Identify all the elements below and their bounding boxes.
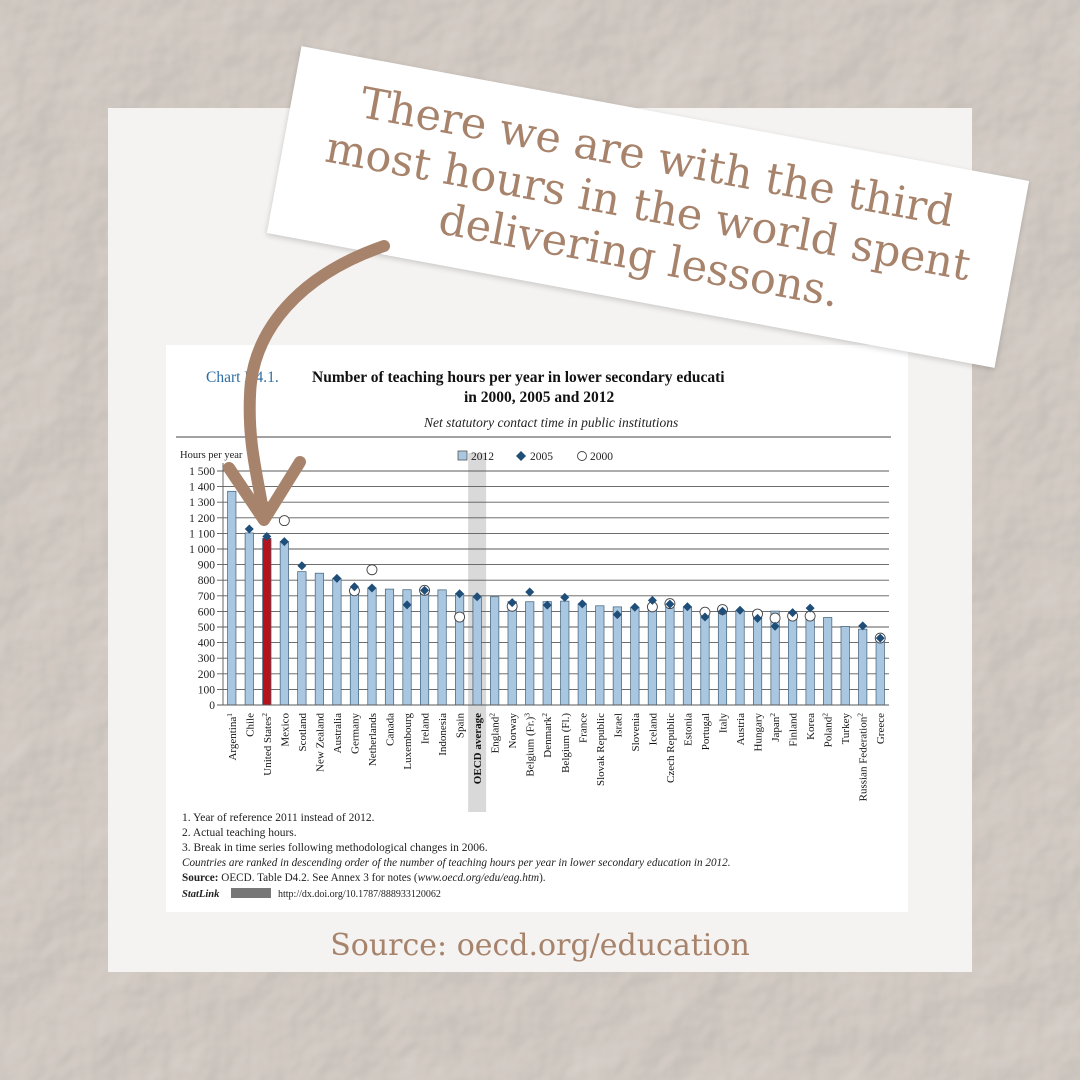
x-tick-label: Slovak Republic xyxy=(594,713,607,787)
y-tick-label: 0 xyxy=(209,700,215,712)
x-tick-footnote-mark: 2 xyxy=(768,713,778,717)
marker-2005 xyxy=(245,525,254,534)
footnote: 2. Actual teaching hours. xyxy=(182,827,297,839)
bar-2012 xyxy=(561,601,569,705)
y-tick-label: 100 xyxy=(197,684,215,697)
bar-2012 xyxy=(508,602,516,705)
x-tick-label: Belgium (Fl.) xyxy=(559,713,572,773)
legend-swatch-2012 xyxy=(458,451,467,460)
bar-2012 xyxy=(420,590,428,705)
y-tick-label: 1 100 xyxy=(189,528,215,541)
bar-2012 xyxy=(385,589,393,705)
x-tick-label: Spain xyxy=(454,713,467,739)
ranking-note: Countries are ranked in descending order of the number of teaching hours per year in lower secondary education in 2012. xyxy=(182,857,731,869)
x-tick-footnote-mark: 2 xyxy=(259,713,269,717)
x-tick-label: Chile xyxy=(244,713,257,737)
bar-2012 xyxy=(648,608,656,705)
bar-2012 xyxy=(490,597,498,705)
marker-2005 xyxy=(525,588,534,597)
x-tick-label: Israel xyxy=(612,713,625,738)
x-tick-label: OECD average xyxy=(472,713,485,785)
bar-2012 xyxy=(350,594,358,705)
bar-2012 xyxy=(438,590,446,705)
y-tick-label: 1 300 xyxy=(189,497,215,510)
bar-2012 xyxy=(788,613,796,705)
x-tick-label: United States$^2$ xyxy=(259,713,274,776)
bar-2012 xyxy=(455,594,463,705)
bar-2012 xyxy=(631,607,639,705)
marker-2005 xyxy=(297,561,306,570)
statlink-logo xyxy=(231,888,271,898)
bar-2012 xyxy=(298,572,306,705)
y-tick-label: 1 500 xyxy=(189,466,215,478)
x-tick-footnote-mark: 3 xyxy=(522,713,532,717)
y-tick-label: 600 xyxy=(197,606,215,619)
x-tick-label: Estonia xyxy=(682,713,695,746)
source-line-part: ). xyxy=(539,872,546,884)
bar-2012 xyxy=(543,602,551,705)
source-line xyxy=(182,872,546,884)
legend-marker-2005 xyxy=(516,451,526,461)
bar-2012 xyxy=(876,640,884,705)
x-tick-label: France xyxy=(577,713,590,743)
y-tick-label: 500 xyxy=(197,622,215,634)
y-tick-label: 800 xyxy=(197,575,215,588)
chart-subtitle: Net statutory contact time in public institutions xyxy=(424,415,679,430)
x-tick-label: Norway xyxy=(507,713,520,749)
bar-2012 xyxy=(701,611,709,705)
x-tick-footnote-mark: 2 xyxy=(820,713,830,717)
bar-2012 xyxy=(578,604,586,705)
bar-2012 xyxy=(718,609,726,705)
x-tick-label: Turkey xyxy=(840,713,853,745)
statlink-label: StatLink xyxy=(182,889,220,900)
y-tick-label: 400 xyxy=(197,637,215,650)
x-tick-label: Ireland xyxy=(419,713,432,745)
x-tick-label: Greece xyxy=(875,713,888,745)
x-tick-label: Scotland xyxy=(296,713,309,752)
bar-2012 xyxy=(315,573,323,705)
marker-2000 xyxy=(455,612,465,622)
bar-2012 xyxy=(596,606,604,705)
x-tick-footnote-mark: 1 xyxy=(224,713,234,717)
source-line-part: Source: xyxy=(182,872,219,884)
y-tick-label: 1 200 xyxy=(189,512,215,525)
bar-2012 xyxy=(473,597,481,705)
x-tick-label: Hungary xyxy=(752,713,765,752)
chart xyxy=(166,345,908,912)
legend-label-2012: 2012 xyxy=(471,451,494,463)
x-tick-footnote-mark: 2 xyxy=(487,713,497,717)
legend-label-2005: 2005 xyxy=(530,451,553,463)
x-tick-label: Germany xyxy=(349,713,362,754)
bar-2012 xyxy=(806,615,814,705)
x-tick-label: Luxembourg xyxy=(402,713,415,770)
marker-2000 xyxy=(367,565,377,575)
bar-2012 xyxy=(368,588,376,705)
x-tick-label: Finland xyxy=(787,713,800,747)
y-tick-label: 900 xyxy=(197,559,215,572)
chart-title-line-1: Number of teaching hours per year in lower secondary educati xyxy=(312,369,725,386)
source-line-part: OECD. Table D4.2. See Annex 3 for notes ( xyxy=(218,872,418,884)
x-tick-label: Belgium $(Fr.)^3$ xyxy=(522,713,537,777)
x-tick-label: Iceland xyxy=(647,713,660,746)
y-axis-title: Hours per year xyxy=(180,450,243,461)
x-tick-label: Slovenia xyxy=(629,713,642,752)
y-tick-label: 200 xyxy=(197,668,215,681)
marker-2000 xyxy=(279,516,289,526)
annotation-text: There we are with the third most hours in the world spent delivering lessons. xyxy=(321,78,975,318)
bar-2012 xyxy=(841,626,849,705)
x-tick-label: Denmark$^2$ xyxy=(540,713,555,758)
x-tick-label: Mexico xyxy=(279,713,292,747)
chart-title-line-2: in 2000, 2005 and 2012 xyxy=(464,389,615,406)
bar-2012 xyxy=(683,607,691,705)
x-tick-footnote-mark: 2 xyxy=(540,713,550,717)
bar-2012 xyxy=(333,578,341,705)
footnote: 3. Break in time series following methodological changes in 2006. xyxy=(182,842,488,854)
chart-label: Chart D4.1. xyxy=(206,369,279,386)
x-tick-label: Poland$^2$ xyxy=(820,713,835,748)
chart-panel xyxy=(166,345,908,912)
x-tick-label: Italy xyxy=(717,713,730,734)
x-tick-label: Australia xyxy=(331,713,344,754)
footnote: 1. Year of reference 2011 instead of 2012. xyxy=(182,812,375,824)
source-caption: Source: oecd.org/education xyxy=(330,928,750,963)
x-tick-label: Portugal xyxy=(699,713,712,751)
legend-label-2000: 2000 xyxy=(590,451,613,463)
x-tick-label: Netherlands xyxy=(366,713,379,767)
y-tick-label: 700 xyxy=(197,590,215,603)
x-tick-label: New Zealand xyxy=(314,713,327,772)
x-tick-label: England$^2$ xyxy=(487,713,502,754)
x-tick-label: Czech Republic xyxy=(664,713,677,783)
statlink-url: http://dx.doi.org/10.1787/888933120062 xyxy=(278,889,441,900)
marker-2005 xyxy=(560,593,569,602)
x-tick-label: Indonesia xyxy=(437,713,450,756)
x-tick-label: Austria xyxy=(735,713,748,746)
x-tick-footnote-mark: 2 xyxy=(855,713,865,717)
bar-2012 xyxy=(526,602,534,705)
bar-2012 xyxy=(859,629,867,705)
source-line-part: www.oecd.org/edu/eag.htm xyxy=(417,872,540,884)
x-tick-label: Korea xyxy=(805,713,818,740)
bar-2012 xyxy=(823,617,831,705)
bar-2012 xyxy=(736,610,744,705)
bar-2012 xyxy=(666,604,674,705)
bar-2012 xyxy=(263,538,271,705)
bar-2012 xyxy=(753,611,761,705)
bar-2012 xyxy=(228,491,236,705)
bar-2012 xyxy=(280,542,288,705)
bar-2012 xyxy=(613,607,621,705)
x-tick-label: Japan$^2$ xyxy=(768,713,783,742)
y-tick-label: 1 000 xyxy=(189,544,215,556)
y-tick-label: 300 xyxy=(197,653,215,666)
y-tick-label: 1 400 xyxy=(189,481,215,494)
bar-2012 xyxy=(245,533,253,705)
marker-2000 xyxy=(770,613,780,623)
x-tick-label: Argentina$^1$ xyxy=(224,713,239,761)
legend-marker-2000 xyxy=(578,452,587,461)
x-tick-label: Canada xyxy=(384,713,397,746)
x-tick-label: Russian Federation$^2$ xyxy=(855,713,870,802)
